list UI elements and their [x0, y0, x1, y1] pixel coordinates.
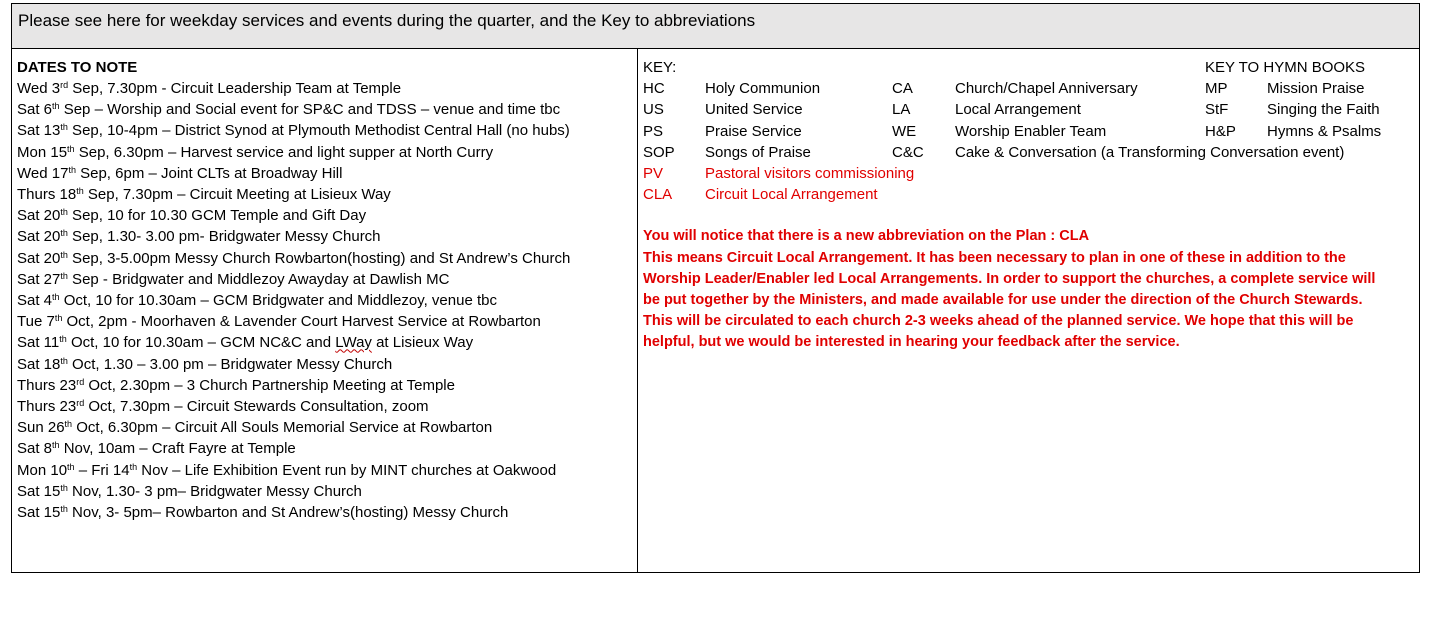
date-text: Oct, 10 for 10.30am – GCM NC&C and: [66, 334, 336, 352]
key-title: KEY:: [643, 59, 677, 76]
date-item: [17, 120, 637, 141]
key-abbrev: PV: [643, 164, 664, 182]
date-ordinal: th: [60, 355, 68, 366]
key-header-row: [643, 57, 1419, 78]
key-row: [643, 184, 1419, 205]
date-text: Nov, 10am – Craft Fayre at Temple: [59, 440, 296, 458]
date-text: Sep, 7.30pm – Circuit Meeting at Lisieux Way: [83, 186, 391, 204]
content-row: [11, 49, 1420, 573]
date-day: Sat 6: [17, 101, 53, 119]
date-day: Sat 11: [17, 334, 60, 352]
date-ordinal: th: [60, 207, 68, 218]
date-text: Oct, 7.30pm – Circuit Stewards Consultation, zoom: [84, 398, 429, 416]
date-day: Sat 13: [17, 122, 61, 140]
date-day: Sat 20: [17, 207, 61, 225]
note-line: be put together by the Ministers, and made available for use under the direction of the Church Stewards.: [643, 291, 1363, 308]
key-meaning: Worship Enabler Team: [955, 122, 1107, 140]
date-item: [17, 142, 637, 163]
date-text: Oct, 10 for 10.30am – GCM Bridgwater and Middlezoy, venue tbc: [59, 292, 497, 310]
key-abbrev: CLA: [643, 186, 673, 204]
date-day: Wed 3: [17, 80, 61, 97]
hymn-meaning: Singing the Faith: [1267, 101, 1380, 119]
date-ordinal: th: [60, 249, 68, 260]
cla-note: [643, 226, 1418, 353]
note-line: This means Circuit Local Arrangement. It has been necessary to plan in one of these in addition to the: [643, 249, 1346, 266]
date-ordinal: th: [52, 440, 60, 451]
date-text: Oct, 2.30pm – 3 Church Partnership Meeting at Temple: [84, 376, 455, 394]
key-row: [643, 121, 1419, 142]
key-meaning: Cake & Conversation (a Transforming Conversation event): [955, 143, 1345, 161]
key-row: [643, 99, 1419, 120]
key-abbrev: CA: [892, 80, 913, 98]
date-item: [17, 502, 637, 523]
date-day: Mon 15: [17, 143, 68, 161]
date-item: [17, 311, 637, 332]
key-abbrev: C&C: [892, 143, 924, 161]
date-ordinal: th: [52, 101, 60, 112]
note-line: This will be circulated to each church 2-3 weeks ahead of the planned service. We hope that this will be: [643, 313, 1354, 330]
hymn-key-title: KEY TO HYMN BOOKS: [1205, 59, 1366, 76]
date-text: Oct, 2pm - Moorhaven & Lavender Court Harvest Service at Rowbarton: [62, 313, 541, 331]
key-abbrev: WE: [892, 122, 917, 140]
date-day: Sat 15: [17, 504, 61, 522]
date-item: [17, 417, 637, 438]
date-ordinal: th: [60, 122, 68, 133]
date-day: Sat 20: [17, 249, 61, 267]
date-text: Nov, 3- 5pm– Rowbarton and St Andrew’s(hosting) Messy Church: [67, 504, 509, 522]
date-day: Sat 15: [17, 482, 61, 500]
date-item: [17, 248, 637, 269]
date-item: [17, 460, 637, 481]
date-day: Sun 26: [17, 419, 65, 437]
date-text: – Fri 14: [74, 461, 130, 479]
date-ordinal: rd: [76, 376, 85, 387]
date-day: Wed 17: [17, 164, 69, 182]
date-item: [17, 78, 637, 99]
date-item: [17, 226, 637, 247]
date-day: Thurs 18: [17, 186, 77, 204]
date-item: [17, 332, 637, 353]
date-item: [17, 205, 637, 226]
note-line: helpful, but we would be interested in hearing your feedback after the service.: [643, 334, 1180, 351]
hymn-abbrev: StF: [1205, 101, 1229, 119]
key-row: [643, 163, 1419, 184]
date-text: Nov, 1.30- 3 pm– Bridgwater Messy Church: [67, 482, 362, 500]
date-day: Thurs 23: [17, 398, 77, 416]
date-ordinal: th: [60, 228, 68, 239]
date-ordinal: th: [64, 419, 73, 430]
date-day: Thurs 23: [17, 376, 77, 394]
key-meaning: Praise Service: [705, 122, 802, 140]
date-day: Sat 4: [17, 292, 53, 310]
date-text: Oct, 6.30pm – Circuit All Souls Memorial Service at Rowbarton: [72, 419, 493, 437]
header-row: [11, 3, 1420, 49]
date-text: Oct, 1.30 – 3.00 pm – Bridgwater Messy Church: [67, 355, 393, 373]
date-text: Sep, 7.30pm - Circuit Leadership Team at Temple: [68, 80, 402, 97]
date-item: [17, 438, 637, 459]
date-item: [17, 290, 637, 311]
date-ordinal: rd: [60, 80, 69, 90]
key-abbrev: PS: [643, 122, 664, 140]
note-line: Worship Leader/Enabler led Local Arrangements. In order to support the churches, a complete service will: [643, 270, 1376, 287]
key-meaning: United Service: [705, 101, 803, 119]
key-meaning: Local Arrangement: [955, 101, 1081, 119]
date-ordinal: th: [52, 292, 60, 303]
hymn-meaning: Hymns & Psalms: [1267, 122, 1382, 140]
dates-title: DATES TO NOTE: [17, 59, 138, 76]
date-ordinal: rd: [76, 398, 85, 409]
key-meaning: Songs of Praise: [705, 143, 811, 161]
date-item: [17, 354, 637, 375]
date-ordinal: th: [60, 482, 68, 493]
key-column: [638, 49, 1419, 572]
spellcheck-word: LWay: [335, 334, 372, 352]
header-text: Please see here for weekday services and events during the quarter, and the Key to abbreviations: [18, 11, 756, 30]
hymn-abbrev: H&P: [1205, 122, 1236, 140]
hymn-abbrev: MP: [1205, 80, 1228, 98]
date-text: Sep - Bridgwater and Middlezoy Awayday at Dawlish MC: [67, 270, 450, 288]
note-line: You will notice that there is a new abbreviation on the Plan : CLA: [643, 228, 1090, 245]
key-meaning: Holy Communion: [705, 80, 821, 98]
date-item: [17, 99, 637, 120]
date-day: Sat 20: [17, 228, 61, 246]
dates-column: [12, 49, 638, 572]
key-rows: [643, 78, 1419, 205]
date-ordinal: th: [67, 143, 75, 154]
dates-list: [17, 78, 637, 523]
date-item: [17, 481, 637, 502]
date-item: [17, 184, 637, 205]
date-item: [17, 269, 637, 290]
date-ordinal: th: [76, 186, 84, 197]
hymn-meaning: Mission Praise: [1267, 80, 1365, 98]
key-abbrev: US: [643, 101, 664, 119]
date-text: Sep, 1.30- 3.00 pm- Bridgwater Messy Church: [67, 228, 381, 246]
key-meaning: Circuit Local Arrangement: [705, 186, 878, 204]
date-day: Tue 7: [17, 313, 55, 331]
date-ordinal: th: [60, 270, 68, 281]
date-text: Sep, 10-4pm – District Synod at Plymouth Methodist Central Hall (no hubs): [67, 122, 570, 140]
date-text: Sep, 6pm – Joint CLTs at Broadway Hill: [75, 164, 343, 182]
date-ordinal: th: [129, 461, 138, 472]
date-day: Mon 10: [17, 461, 68, 479]
date-item: [17, 163, 637, 184]
date-text: Sep, 3-5.00pm Messy Church Rowbarton(hosting) and St Andrew’s Church: [67, 249, 571, 267]
date-text: Nov – Life Exhibition Event run by MINT churches at Oakwood: [137, 461, 557, 479]
key-row: [643, 142, 1419, 163]
date-text: Sep – Worship and Social event for SP&C and TDSS – venue and time tbc: [59, 101, 561, 119]
date-ordinal: th: [67, 461, 75, 472]
key-meaning: Church/Chapel Anniversary: [955, 80, 1138, 98]
key-row: [643, 78, 1419, 99]
date-text: Sep, 10 for 10.30 GCM Temple and Gift Day: [67, 207, 367, 225]
date-day: Sat 18: [17, 355, 61, 373]
date-item: [17, 396, 637, 417]
date-day: Sat 8: [17, 440, 53, 458]
key-meaning: Pastoral visitors commissioning: [705, 164, 915, 182]
key-abbrev: SOP: [643, 143, 675, 161]
date-ordinal: th: [60, 504, 68, 515]
date-day: Sat 27: [17, 270, 61, 288]
key-abbrev: HC: [643, 80, 665, 98]
date-ordinal: th: [68, 164, 76, 175]
key-abbrev: LA: [892, 101, 911, 119]
document-table: [11, 3, 1420, 573]
date-text: Sep, 6.30pm – Harvest service and light supper at North Curry: [74, 143, 494, 161]
date-ordinal: th: [59, 334, 67, 345]
date-ordinal: th: [54, 313, 63, 324]
date-item: [17, 375, 637, 396]
date-text: at Lisieux Way: [371, 334, 474, 352]
